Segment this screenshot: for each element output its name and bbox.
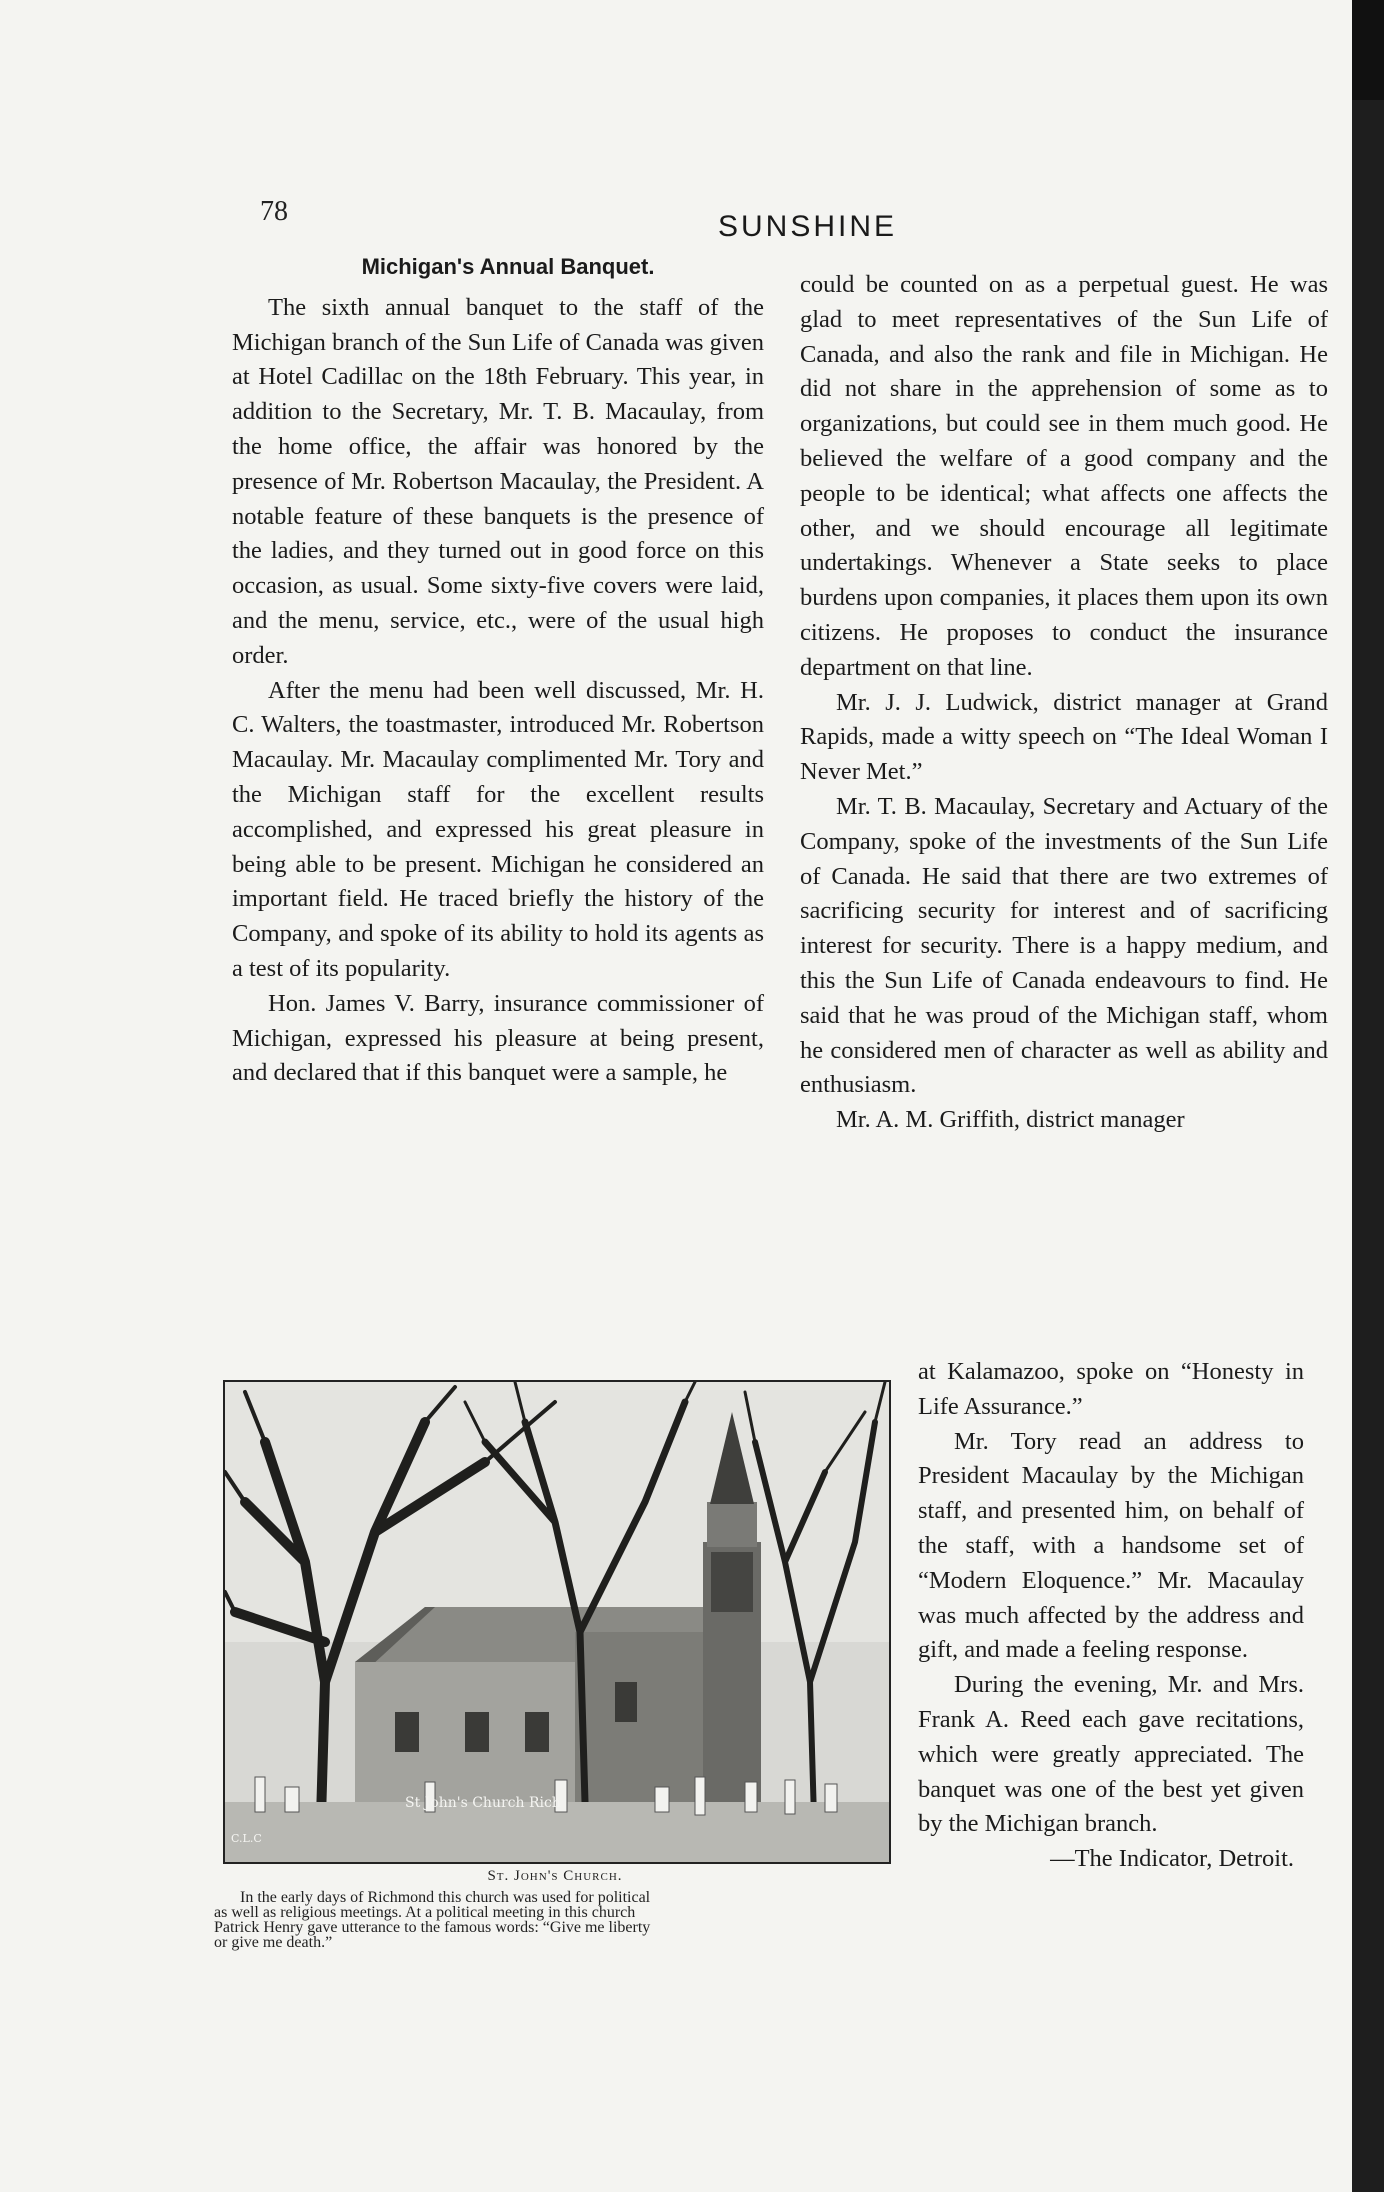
- paragraph: could be counted on as a perpetual guest. He was glad to meet representatives of the Sun Life of Canada, and also the rank and file in Michigan. He did not share in the apprehension of some as to organizations, but could see in them much good. He believed the welfare of a good company and the people to be identical; what affects one affects the other, and we should encourage all legitimate undertakings. Whenever a State seeks to place burdens upon companies, it places them upon its own citizens. He proposes to conduct the insurance department on that line.: [800, 271, 1328, 681]
- paragraph: Mr. J. J. Ludwick, district manager at Grand Rapids, made a witty speech on “The Ideal Woman I Never Met.”: [800, 688, 1328, 786]
- article-title: Michigan's Annual Banquet.: [361, 254, 655, 279]
- attribution: —The Indicator, Detroit.: [1050, 1845, 1294, 1873]
- caption-text: [214, 1890, 894, 1950]
- paragraph: at Kalamazoo, spoke on “Honesty in Life Assurance.”: [918, 1358, 1304, 1420]
- page-number: 78: [260, 196, 288, 227]
- scan-edge-right: [1352, 0, 1384, 2192]
- paragraph: During the evening, Mr. and Mrs. Frank A. Reed each gave recitations, which were greatly appreciated. The banquet was one of the best yet given by the Michigan branch.: [918, 1671, 1304, 1838]
- caption-line: or give me death.”: [214, 1934, 333, 1951]
- church-photo: [223, 1380, 891, 1864]
- paragraph: Hon. James V. Barry, insurance commissioner of Michigan, expressed his pleasure at being present, and declared that if this banquet were a sample, he: [232, 989, 764, 1087]
- paragraph: Mr. Tory read an address to President Macaulay by the Michigan staff, and presented him, on behalf of the staff, with a handsome set of “Modern Eloquence.” Mr. Macaulay was much affected by the address and gift, and made a feeling response.: [918, 1427, 1304, 1664]
- caption-line: as well as religious meetings. At a political meeting in this church: [214, 1904, 636, 1921]
- paragraph: Mr. T. B. Macaulay, Secretary and Actuary of the Company, spoke of the investments of the Sun Life of Canada. He said that there are two extremes of sacrificing security for interest and of sacrificing interest for security. There is a happy medium, and this the Sun Life of Canada endeavours to find. He said that he was proud of the Michigan staff, whom he considered men of character as well as ability and enthusiasm.: [800, 792, 1328, 1099]
- photo-inscription: St John's Church Rich: [405, 1795, 561, 1811]
- right-column-top: [800, 268, 1328, 1138]
- photo-corner-mark: C.L.C: [231, 1832, 262, 1845]
- left-column: [232, 250, 764, 1091]
- scan-edge-top: [1352, 0, 1384, 100]
- caption-title: St. John's Church.: [487, 1868, 623, 1884]
- church-illustration: [225, 1382, 889, 1862]
- paragraph: After the menu had been well discussed, Mr. H. C. Walters, the toastmaster, introduced Mr. Robertson Macaulay. Mr. Macaulay complimented Mr. Tory and the Michigan staff for the excellent results accomplished, and expressed his great pleasure in being able to be present. Michigan he considered an important field. He traced briefly the history of the Company, and spoke of its ability to hold its agents as a test of its popularity.: [232, 676, 764, 982]
- running-head: SUNSHINE: [718, 210, 898, 243]
- right-column-bottom: [918, 1355, 1304, 1877]
- paragraph: Mr. A. M. Griffith, district manager: [836, 1106, 1185, 1134]
- caption-line: Patrick Henry gave utterance to the famous words: “Give me liberty: [214, 1919, 651, 1936]
- caption-line: In the early days of Richmond this church was used for political: [240, 1889, 651, 1906]
- paragraph: The sixth annual banquet to the staff of the Michigan branch of the Sun Life of Canada was given at Hotel Cadillac on the 18th February. This year, in addition to the Secretary, Mr. T. B. Macaulay, from the home office, the affair was honored by the presence of Mr. Robertson Macaulay, the President. A notable feature of these banquets is the presence of the ladies, and they turned out in good force on this occasion, as usual. Some sixty-five covers were laid, and the menu, service, etc., were of the usual high order.: [232, 293, 764, 669]
